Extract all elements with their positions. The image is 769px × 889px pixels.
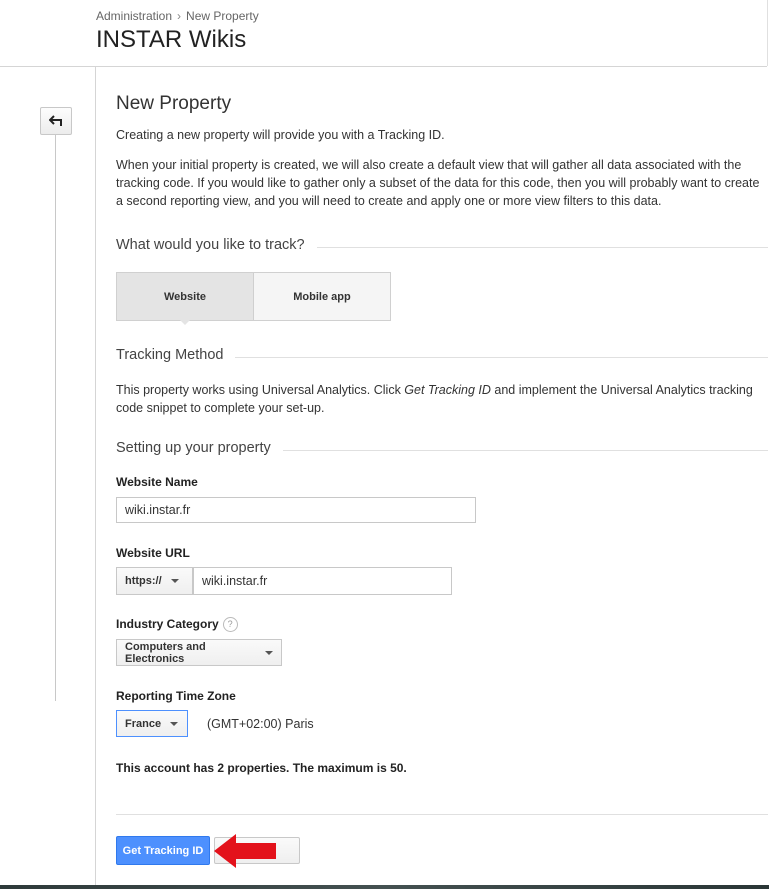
- breadcrumb-separator: ›: [177, 9, 182, 23]
- back-arrow-icon: [49, 115, 63, 127]
- toggle-website[interactable]: Website: [117, 273, 254, 320]
- help-icon[interactable]: ?: [223, 617, 238, 632]
- section-divider: [116, 814, 768, 815]
- protocol-value: https://: [125, 575, 162, 587]
- track-type-toggle: [116, 272, 391, 321]
- website-url-input[interactable]: wiki.instar.fr: [193, 567, 452, 595]
- time-zone-label: Reporting Time Zone: [116, 689, 236, 703]
- setup-section-header: [116, 440, 768, 460]
- track-section-title: What would you like to track?: [116, 237, 317, 253]
- website-name-input[interactable]: wiki.instar.fr: [116, 497, 476, 523]
- tracking-method-text-end: and implement the Universal Analytics tracking code snippet to complete your set-up.: [116, 383, 753, 415]
- back-button[interactable]: [40, 107, 72, 135]
- protocol-select[interactable]: [116, 567, 193, 595]
- intro-text: Creating a new property will provide you with a Tracking ID.: [116, 128, 445, 142]
- bottom-strip: [0, 885, 769, 889]
- track-section-header: [116, 237, 768, 257]
- industry-category-select[interactable]: [116, 639, 282, 666]
- get-tracking-id-button[interactable]: Get Tracking ID: [116, 836, 210, 865]
- dropdown-arrow-icon: [170, 722, 178, 726]
- website-url-label: Website URL: [116, 546, 190, 560]
- account-title: INSTAR Wikis: [96, 26, 247, 53]
- page-heading: New Property: [116, 93, 232, 114]
- tracking-method-header: [116, 347, 768, 367]
- description-text: When your initial property is created, we will also create a default view that will gather all data associated with the tracking code. If you would like to gather only a subset of the data for this code, then you will probably want to create a second reporting view, and you will need to create and apply one or more view filters to this data.: [116, 158, 760, 208]
- tracking-method-text-italic: Get Tracking ID: [404, 383, 491, 397]
- breadcrumb: [96, 9, 259, 23]
- vertical-guide-line: [55, 128, 56, 701]
- breadcrumb-administration[interactable]: Administration: [96, 9, 173, 23]
- industry-category-label-text: Industry Category: [116, 617, 219, 631]
- selected-caret-icon: [177, 317, 193, 325]
- country-value: France: [125, 717, 162, 730]
- industry-category-value: Computers and Electronics: [125, 640, 206, 665]
- dropdown-arrow-icon: [171, 579, 179, 583]
- tracking-method-text: [116, 381, 756, 417]
- website-name-label: Website Name: [116, 475, 198, 489]
- toggle-mobile-app[interactable]: Mobile app: [254, 273, 390, 320]
- setup-section-title: Setting up your property: [116, 440, 283, 456]
- divider: [767, 0, 768, 66]
- breadcrumb-new-property: New Property: [186, 9, 259, 23]
- property-limit-note: This account has 2 properties. The maximum is 50.: [116, 761, 407, 775]
- left-nav-column: [0, 67, 96, 889]
- country-select[interactable]: [116, 710, 188, 737]
- industry-category-label: [116, 617, 238, 632]
- main-content: [96, 67, 769, 889]
- top-bar: [0, 0, 767, 67]
- red-arrow-annotation-icon: [212, 832, 278, 870]
- time-zone-value[interactable]: (GMT+02:00) Paris: [207, 717, 314, 731]
- dropdown-arrow-icon: [265, 651, 273, 655]
- tracking-method-text-start: This property works using Universal Analytics. Click: [116, 383, 405, 397]
- tracking-method-title: Tracking Method: [116, 347, 235, 363]
